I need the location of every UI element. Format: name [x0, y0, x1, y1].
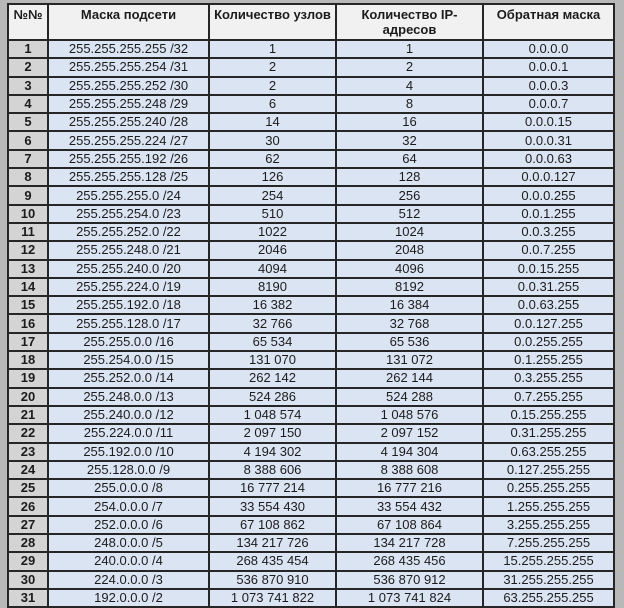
- table-row: [8, 333, 614, 351]
- ip-count-cell: 4: [336, 77, 483, 95]
- subnet-mask-cell: 255.255.255.255 /32: [48, 40, 209, 58]
- row-number-cell: 25: [8, 479, 48, 497]
- host-count-cell: 1: [209, 40, 336, 58]
- wildcard-mask-cell: 0.7.255.255: [483, 388, 614, 406]
- table-row: [8, 113, 614, 131]
- ip-count-cell: 512: [336, 205, 483, 223]
- host-count-cell: 4 194 302: [209, 443, 336, 461]
- table-row: [8, 168, 614, 186]
- subnet-mask-cell: 255.128.0.0 /9: [48, 461, 209, 479]
- wildcard-mask-cell: 63.255.255.255: [483, 589, 614, 607]
- host-count-cell: 30: [209, 131, 336, 149]
- row-number-cell: 3: [8, 77, 48, 95]
- ip-count-cell: 8 388 608: [336, 461, 483, 479]
- row-number-cell: 31: [8, 589, 48, 607]
- table-row: [8, 77, 614, 95]
- table-row: [8, 443, 614, 461]
- wildcard-mask-cell: 0.127.255.255: [483, 461, 614, 479]
- row-number-cell: 22: [8, 424, 48, 442]
- subnet-mask-cell: 255.255.255.248 /29: [48, 95, 209, 113]
- host-count-cell: 16 382: [209, 296, 336, 314]
- host-count-cell: 1022: [209, 223, 336, 241]
- column-header-hosts: Количество узлов: [209, 4, 336, 40]
- ip-count-cell: 32 768: [336, 314, 483, 332]
- wildcard-mask-cell: 0.0.0.7: [483, 95, 614, 113]
- row-number-cell: 30: [8, 571, 48, 589]
- row-number-cell: 20: [8, 388, 48, 406]
- ip-count-cell: 2048: [336, 241, 483, 259]
- table-row: [8, 534, 614, 552]
- ip-count-cell: 16: [336, 113, 483, 131]
- row-number-cell: 19: [8, 369, 48, 387]
- wildcard-mask-cell: 0.0.0.3: [483, 77, 614, 95]
- host-count-cell: 6: [209, 95, 336, 113]
- subnet-mask-cell: 255.255.254.0 /23: [48, 205, 209, 223]
- subnet-mask-cell: 255.255.224.0 /19: [48, 278, 209, 296]
- wildcard-mask-cell: 0.0.7.255: [483, 241, 614, 259]
- host-count-cell: 32 766: [209, 314, 336, 332]
- table-row: [8, 369, 614, 387]
- wildcard-mask-cell: 1.255.255.255: [483, 497, 614, 515]
- subnet-mask-cell: 255.255.248.0 /21: [48, 241, 209, 259]
- subnet-mask-cell: 255.192.0.0 /10: [48, 443, 209, 461]
- ip-count-cell: 8: [336, 95, 483, 113]
- ip-count-cell: 524 288: [336, 388, 483, 406]
- ip-count-cell: 1 048 576: [336, 406, 483, 424]
- wildcard-mask-cell: 31.255.255.255: [483, 571, 614, 589]
- ip-count-cell: 4 194 304: [336, 443, 483, 461]
- row-number-cell: 29: [8, 552, 48, 570]
- wildcard-mask-cell: 0.0.63.255: [483, 296, 614, 314]
- subnet-mask-cell: 255.254.0.0 /15: [48, 351, 209, 369]
- host-count-cell: 1 048 574: [209, 406, 336, 424]
- subnet-mask-cell: 255.255.255.128 /25: [48, 168, 209, 186]
- table-row: [8, 497, 614, 515]
- ip-count-cell: 32: [336, 131, 483, 149]
- row-number-cell: 8: [8, 168, 48, 186]
- host-count-cell: 16 777 214: [209, 479, 336, 497]
- table-row: [8, 479, 614, 497]
- ip-count-cell: 131 072: [336, 351, 483, 369]
- wildcard-mask-cell: 0.0.0.63: [483, 150, 614, 168]
- host-count-cell: 510: [209, 205, 336, 223]
- host-count-cell: 33 554 430: [209, 497, 336, 515]
- row-number-cell: 18: [8, 351, 48, 369]
- ip-count-cell: 262 144: [336, 369, 483, 387]
- wildcard-mask-cell: 0.0.15.255: [483, 260, 614, 278]
- column-header-num: №№: [8, 4, 48, 40]
- ip-count-cell: 64: [336, 150, 483, 168]
- wildcard-mask-cell: 3.255.255.255: [483, 516, 614, 534]
- row-number-cell: 15: [8, 296, 48, 314]
- subnet-mask-cell: 255.0.0.0 /8: [48, 479, 209, 497]
- ip-count-cell: 268 435 456: [336, 552, 483, 570]
- row-number-cell: 24: [8, 461, 48, 479]
- wildcard-mask-cell: 0.0.1.255: [483, 205, 614, 223]
- row-number-cell: 9: [8, 186, 48, 204]
- wildcard-mask-cell: 15.255.255.255: [483, 552, 614, 570]
- host-count-cell: 262 142: [209, 369, 336, 387]
- wildcard-mask-cell: 0.255.255.255: [483, 479, 614, 497]
- subnet-table-wrapper: [7, 3, 615, 608]
- subnet-mask-cell: 255.224.0.0 /11: [48, 424, 209, 442]
- column-header-mask: Маска подсети: [48, 4, 209, 40]
- subnet-mask-cell: 255.240.0.0 /12: [48, 406, 209, 424]
- row-number-cell: 14: [8, 278, 48, 296]
- row-number-cell: 5: [8, 113, 48, 131]
- ip-count-cell: 1024: [336, 223, 483, 241]
- table-row: [8, 58, 614, 76]
- table-row: [8, 388, 614, 406]
- table-row: [8, 314, 614, 332]
- wildcard-mask-cell: 0.63.255.255: [483, 443, 614, 461]
- host-count-cell: 62: [209, 150, 336, 168]
- wildcard-mask-cell: 0.3.255.255: [483, 369, 614, 387]
- subnet-mask-cell: 255.255.255.252 /30: [48, 77, 209, 95]
- table-row: [8, 351, 614, 369]
- host-count-cell: 254: [209, 186, 336, 204]
- row-number-cell: 26: [8, 497, 48, 515]
- host-count-cell: 65 534: [209, 333, 336, 351]
- host-count-cell: 524 286: [209, 388, 336, 406]
- row-number-cell: 23: [8, 443, 48, 461]
- row-number-cell: 11: [8, 223, 48, 241]
- subnet-mask-cell: 255.255.252.0 /22: [48, 223, 209, 241]
- host-count-cell: 2 097 150: [209, 424, 336, 442]
- wildcard-mask-cell: 0.0.3.255: [483, 223, 614, 241]
- subnet-mask-cell: 255.255.128.0 /17: [48, 314, 209, 332]
- table-row: [8, 406, 614, 424]
- wildcard-mask-cell: 0.0.0.31: [483, 131, 614, 149]
- wildcard-mask-cell: 0.0.31.255: [483, 278, 614, 296]
- subnet-mask-cell: 248.0.0.0 /5: [48, 534, 209, 552]
- ip-count-cell: 8192: [336, 278, 483, 296]
- table-row: [8, 40, 614, 58]
- table-row: [8, 223, 614, 241]
- table-row: [8, 571, 614, 589]
- ip-count-cell: 16 777 216: [336, 479, 483, 497]
- ip-count-cell: 1: [336, 40, 483, 58]
- column-header-ips: Количество IP-адресов: [336, 4, 483, 40]
- wildcard-mask-cell: 0.0.255.255: [483, 333, 614, 351]
- subnet-mask-table: [7, 3, 615, 608]
- subnet-mask-cell: 224.0.0.0 /3: [48, 571, 209, 589]
- table-row: [8, 205, 614, 223]
- ip-count-cell: 536 870 912: [336, 571, 483, 589]
- wildcard-mask-cell: 0.0.127.255: [483, 314, 614, 332]
- ip-count-cell: 1 073 741 824: [336, 589, 483, 607]
- host-count-cell: 536 870 910: [209, 571, 336, 589]
- subnet-mask-cell: 255.255.255.240 /28: [48, 113, 209, 131]
- subnet-mask-cell: 252.0.0.0 /6: [48, 516, 209, 534]
- header-row: [8, 4, 614, 40]
- host-count-cell: 268 435 454: [209, 552, 336, 570]
- subnet-mask-cell: 255.255.192.0 /18: [48, 296, 209, 314]
- table-row: [8, 461, 614, 479]
- host-count-cell: 131 070: [209, 351, 336, 369]
- table-body: [8, 40, 614, 607]
- wildcard-mask-cell: 0.31.255.255: [483, 424, 614, 442]
- subnet-mask-cell: 255.255.255.224 /27: [48, 131, 209, 149]
- row-number-cell: 12: [8, 241, 48, 259]
- table-header: [8, 4, 614, 40]
- host-count-cell: 1 073 741 822: [209, 589, 336, 607]
- host-count-cell: 67 108 862: [209, 516, 336, 534]
- wildcard-mask-cell: 0.0.0.127: [483, 168, 614, 186]
- wildcard-mask-cell: 0.0.0.0: [483, 40, 614, 58]
- subnet-mask-cell: 255.255.255.254 /31: [48, 58, 209, 76]
- wildcard-mask-cell: 7.255.255.255: [483, 534, 614, 552]
- host-count-cell: 8 388 606: [209, 461, 336, 479]
- subnet-mask-cell: 255.255.255.192 /26: [48, 150, 209, 168]
- host-count-cell: 134 217 726: [209, 534, 336, 552]
- table-row: [8, 516, 614, 534]
- table-row: [8, 150, 614, 168]
- wildcard-mask-cell: 0.0.0.1: [483, 58, 614, 76]
- host-count-cell: 2: [209, 58, 336, 76]
- ip-count-cell: 2: [336, 58, 483, 76]
- row-number-cell: 6: [8, 131, 48, 149]
- subnet-mask-cell: 192.0.0.0 /2: [48, 589, 209, 607]
- wildcard-mask-cell: 0.0.0.15: [483, 113, 614, 131]
- host-count-cell: 4094: [209, 260, 336, 278]
- wildcard-mask-cell: 0.0.0.255: [483, 186, 614, 204]
- row-number-cell: 17: [8, 333, 48, 351]
- row-number-cell: 16: [8, 314, 48, 332]
- row-number-cell: 28: [8, 534, 48, 552]
- row-number-cell: 21: [8, 406, 48, 424]
- ip-count-cell: 67 108 864: [336, 516, 483, 534]
- ip-count-cell: 256: [336, 186, 483, 204]
- host-count-cell: 14: [209, 113, 336, 131]
- row-number-cell: 7: [8, 150, 48, 168]
- wildcard-mask-cell: 0.1.255.255: [483, 351, 614, 369]
- ip-count-cell: 128: [336, 168, 483, 186]
- host-count-cell: 2046: [209, 241, 336, 259]
- subnet-mask-cell: 255.255.240.0 /20: [48, 260, 209, 278]
- table-row: [8, 589, 614, 607]
- subnet-mask-cell: 254.0.0.0 /7: [48, 497, 209, 515]
- subnet-mask-cell: 255.255.0.0 /16: [48, 333, 209, 351]
- row-number-cell: 27: [8, 516, 48, 534]
- table-row: [8, 424, 614, 442]
- row-number-cell: 13: [8, 260, 48, 278]
- subnet-mask-cell: 255.248.0.0 /13: [48, 388, 209, 406]
- table-row: [8, 296, 614, 314]
- ip-count-cell: 65 536: [336, 333, 483, 351]
- host-count-cell: 8190: [209, 278, 336, 296]
- table-row: [8, 241, 614, 259]
- row-number-cell: 2: [8, 58, 48, 76]
- row-number-cell: 1: [8, 40, 48, 58]
- table-row: [8, 552, 614, 570]
- subnet-mask-cell: 255.255.255.0 /24: [48, 186, 209, 204]
- subnet-mask-cell: 255.252.0.0 /14: [48, 369, 209, 387]
- row-number-cell: 10: [8, 205, 48, 223]
- column-header-wildcard: Обратная маска: [483, 4, 614, 40]
- wildcard-mask-cell: 0.15.255.255: [483, 406, 614, 424]
- row-number-cell: 4: [8, 95, 48, 113]
- table-row: [8, 131, 614, 149]
- subnet-mask-cell: 240.0.0.0 /4: [48, 552, 209, 570]
- ip-count-cell: 16 384: [336, 296, 483, 314]
- table-row: [8, 186, 614, 204]
- table-row: [8, 260, 614, 278]
- table-row: [8, 278, 614, 296]
- table-row: [8, 95, 614, 113]
- ip-count-cell: 134 217 728: [336, 534, 483, 552]
- host-count-cell: 2: [209, 77, 336, 95]
- host-count-cell: 126: [209, 168, 336, 186]
- ip-count-cell: 4096: [336, 260, 483, 278]
- ip-count-cell: 2 097 152: [336, 424, 483, 442]
- ip-count-cell: 33 554 432: [336, 497, 483, 515]
